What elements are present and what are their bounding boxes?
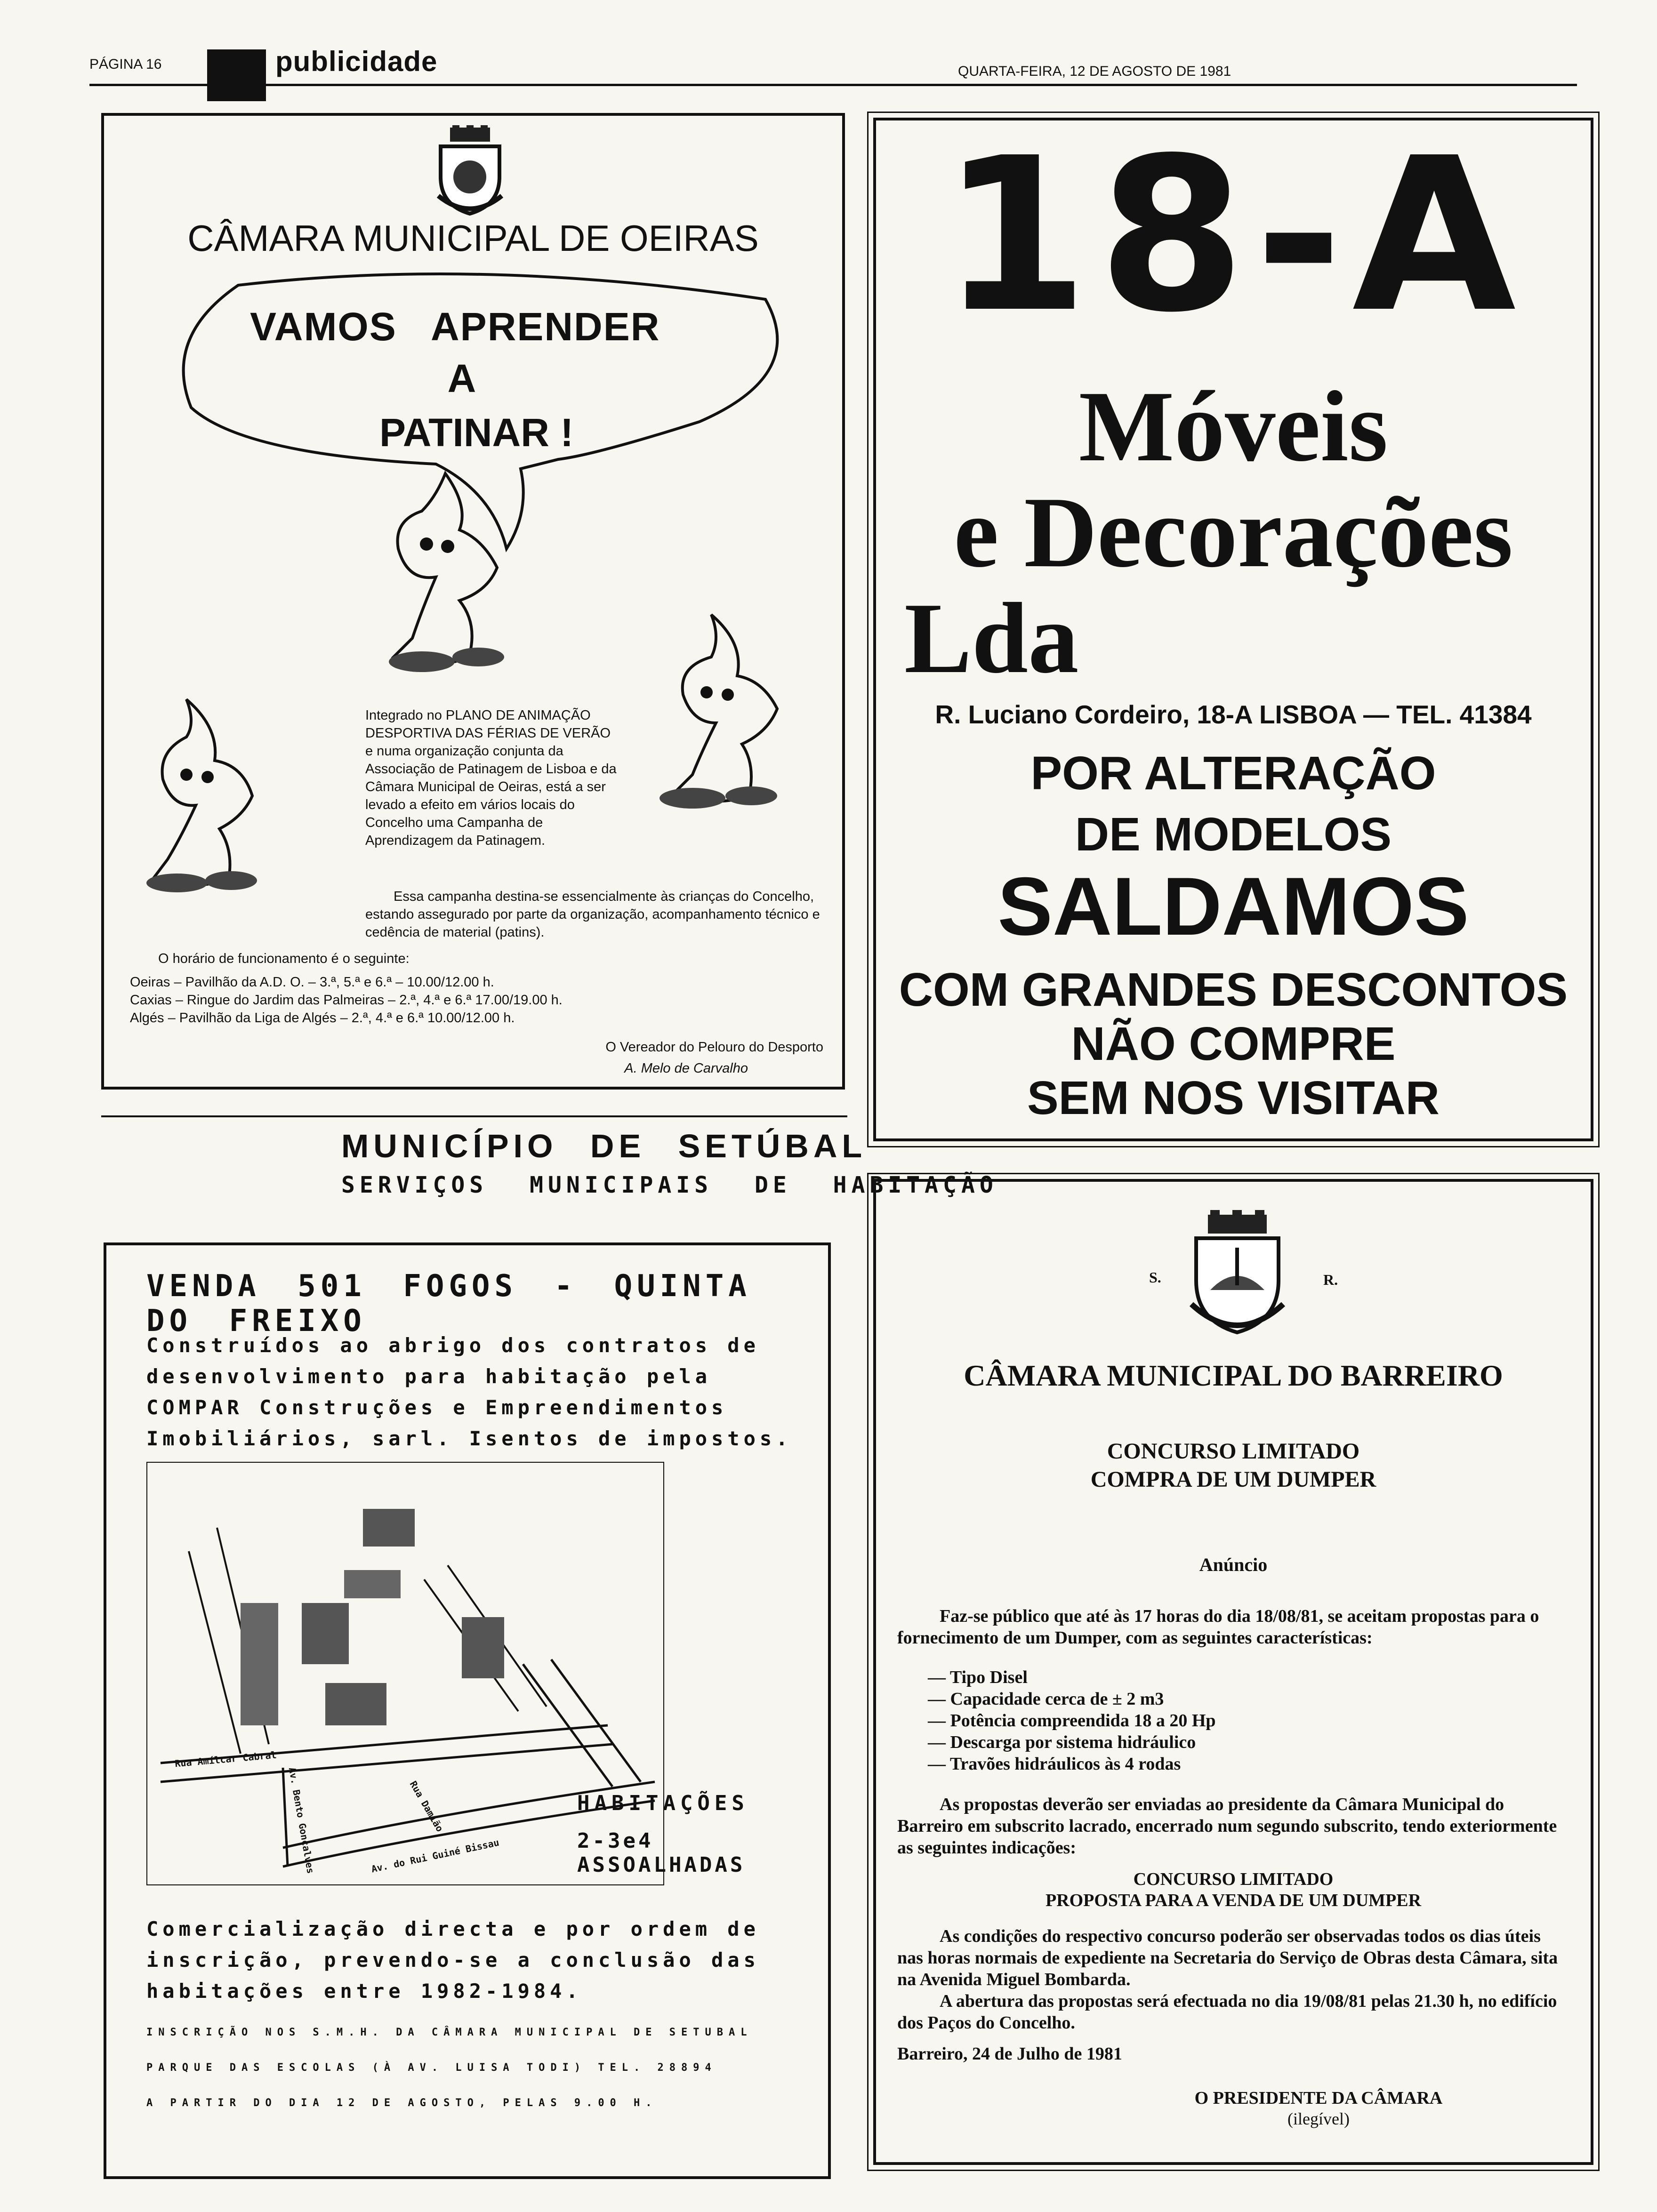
spec-item: — Tipo Disel — [928, 1667, 1028, 1687]
habitacoes-label: HABITAÇÕES — [577, 1791, 749, 1815]
barreiro-specs-list — [928, 1667, 1493, 1775]
setubal-footer-1: INSCRIÇÃO NOS S.M.H. DA CÂMARA MUNICIPAL DE SETUBAL — [146, 2027, 753, 2038]
moveis-number: 18-A — [941, 112, 1526, 359]
header-rule — [89, 84, 1577, 86]
moveis-line-2: e Decorações — [954, 476, 1513, 588]
site-map — [146, 1462, 664, 1885]
setubal-subtitle: SERVIÇOS MUNICIPAIS DE HABITAÇÃO — [341, 1172, 998, 1198]
oeiras-paragraph-2: Essa campanha destina-se essencialmente às crianças do Concelho, estando assegurado por parte da organização, acompanhamento técnico e cedência de material (patins). — [365, 889, 820, 940]
oeiras-title: CÂMARA MUNICIPAL DE OEIRAS — [187, 217, 759, 259]
oeiras-schedule-intro: O horário de funcionamento é o seguinte: — [158, 951, 410, 966]
bubble-line-1: VAMOS APRENDER — [250, 305, 660, 349]
moveis-ad — [873, 112, 1593, 1141]
moveis-promo-3: SALDAMOS — [997, 861, 1469, 953]
barreiro-seal-left: S. — [1149, 1269, 1161, 1286]
map-street-4: Av. do Rui Guiné Bissau — [370, 1836, 500, 1875]
setubal-ad — [104, 1242, 831, 2179]
oeiras-schedule-2: Caxias – Ringue do Jardim das Palmeiras – 2.ª, 4.ª e 6.ª 17.00/19.00 h. — [130, 993, 563, 1008]
oeiras-signatory: O Vereador do Pelouro do Desporto — [605, 1040, 823, 1055]
oeiras-schedule-3: Algés – Pavilhão da Liga de Algés – 2.ª, 4.ª e 6.ª 10.00/12.00 h. — [130, 1010, 515, 1026]
habitacoes-types: 2-3e4 ASSOALHADAS — [577, 1829, 746, 1877]
barreiro-ad — [873, 1179, 1593, 2165]
skater-cartoon-right-icon — [641, 610, 796, 817]
barreiro-ilegivel: (ilegível) — [1287, 2109, 1350, 2128]
moveis-address: R. Luciano Cordeiro, 18-A LISBOA — TEL. 41384 — [935, 700, 1532, 729]
bubble-line-2: A — [447, 356, 476, 401]
map-street-1: Rua Amílcar Cabral — [174, 1749, 277, 1770]
setubal-footer-3: A PARTIR DO DIA 12 DE AGOSTO, PELAS 9.00 H. — [146, 2097, 658, 2109]
oeiras-signature: A. Melo de Carvalho — [624, 1061, 748, 1076]
barreiro-crest-icon — [1182, 1210, 1293, 1337]
barreiro-anuncio: Anúncio — [1199, 1554, 1268, 1575]
spec-item: — Potência compreendida 18 a 20 Hp — [928, 1711, 1216, 1731]
barreiro-concurso-2: COMPRA DE UM DUMPER — [1090, 1467, 1376, 1492]
oeiras-crest-icon — [429, 125, 511, 217]
spec-item: — Travões hidráulicos às 4 rodas — [928, 1754, 1181, 1774]
setubal-commercial: Comercialização directa e por ordem de inscrição, prevendo-se a conclusão das habitações entre 1982-1984. — [146, 1917, 760, 2003]
barreiro-title: CÂMARA MUNICIPAL DO BARREIRO — [964, 1359, 1503, 1392]
setubal-intro: Construídos ao abrigo dos contratos de desenvolvimento para habitação pela COMPAR Construções e Empreendimentos Imobiliários, sarl. Isentos de impostos. — [146, 1334, 792, 1450]
skater-cartoon-icon — [365, 469, 521, 676]
barreiro-date: Barreiro, 24 de Julho de 1981 — [897, 2044, 1122, 2064]
moveis-line-3: Lda — [904, 582, 1079, 694]
barreiro-paragraph-4: A abertura das propostas será efectuada no dia 19/08/81 pelas 21.30 h, no edifício dos Paços do Concelho. — [897, 1991, 1557, 2033]
section-logo — [207, 49, 266, 101]
barreiro-envelope-2: PROPOSTA PARA A VENDA DE UM DUMPER — [1045, 1891, 1422, 1910]
barreiro-concurso-1: CONCURSO LIMITADO — [1107, 1439, 1360, 1464]
moveis-promo-4: COM GRANDES DESCONTOS — [899, 963, 1568, 1016]
spec-item: — Capacidade cerca de ± 2 m3 — [928, 1689, 1164, 1709]
barreiro-envelope-1: CONCURSO LIMITADO — [1133, 1869, 1334, 1889]
moveis-promo-2: DE MODELOS — [1075, 808, 1392, 861]
moveis-line-1: Móveis — [1078, 370, 1388, 482]
oeiras-ad — [101, 113, 845, 1090]
moveis-promo-1: POR ALTERAÇÃO — [1030, 747, 1436, 800]
oeiras-intro: Integrado no PLANO DE ANIMAÇÃO DESPORTIVA DAS FÉRIAS DE VERÃO e numa organização conjunta da Associação de Patinagem de Lisboa e da Câmara Municipal de Oeiras, está a ser levado a efeito em vários locais do Concelho uma Campanha de Aprendizagem da Patinagem. — [365, 708, 617, 848]
setubal-footer-2: PARQUE DAS ESCOLAS (À AV. LUISA TODI) TEL. 28894 — [146, 2062, 717, 2074]
page-number: PÁGINA 16 — [89, 56, 162, 72]
map-street-2: Av. Bento Gonçalves — [286, 1766, 317, 1875]
moveis-promo-5: NÃO COMPRE — [1071, 1018, 1396, 1070]
setubal-heading: VENDA 501 FOGOS - QUINTA DO FREIXO — [146, 1269, 751, 1338]
barreiro-seal-right: R. — [1323, 1271, 1338, 1288]
moveis-promo-6: SEM NOS VISITAR — [1027, 1072, 1440, 1124]
bubble-line-3: PATINAR ! — [379, 410, 574, 455]
barreiro-paragraph-3: As condições do respectivo concurso poderão ser observadas todos os dias úteis nas horas normais de expediente na Secretaria do Serviço de Obras desta Câmara, sita na Avenida Miguel Bombarda. — [897, 1926, 1558, 1989]
barreiro-presidente: O PRESIDENTE DA CÂMARA — [1194, 2088, 1443, 2108]
spec-item: — Descarga por sistema hidráulico — [928, 1732, 1196, 1752]
setubal-title: MUNICÍPIO DE SETÚBAL — [341, 1128, 867, 1164]
map-street-3: Rua Damião — [407, 1779, 446, 1834]
skater-cartoon-left-icon — [130, 695, 271, 897]
oeiras-schedule-1: Oeiras – Pavilhão da A.D. O. – 3.ª, 5.ª e 6.ª – 10.00/12.00 h. — [130, 975, 494, 990]
setubal-rule — [101, 1115, 847, 1117]
section-title: publicidade — [275, 46, 438, 77]
issue-date: QUARTA-FEIRA, 12 DE AGOSTO DE 1981 — [958, 64, 1231, 79]
barreiro-paragraph-2: As propostas deverão ser enviadas ao presidente da Câmara Municipal do Barreiro em subscrito lacrado, encerrado num segundo subscrito, tendo exteriormente as seguintes indicações: — [897, 1795, 1557, 1858]
barreiro-paragraph-1: Faz-se público que até às 17 horas do dia 18/08/81, se aceitam propostas para o fornecimento de um Dumper, com as seguintes características: — [897, 1606, 1539, 1648]
